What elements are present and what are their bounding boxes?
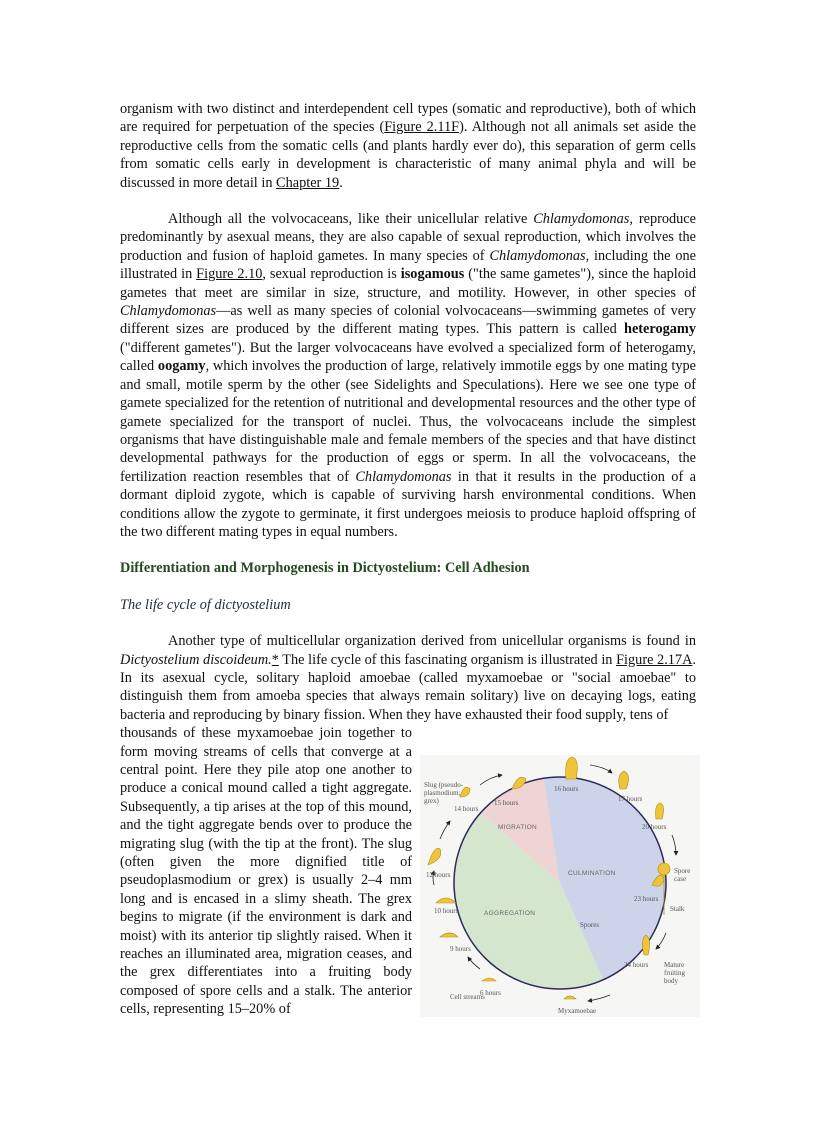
- label-myxamoebae: Myxamoebae: [558, 1007, 597, 1015]
- label-spore-case-2: case: [674, 875, 687, 883]
- label-aggregation: AGGREGATION: [484, 910, 536, 917]
- spore-case-shape: [658, 863, 670, 875]
- stage-myxamoebae: [564, 996, 576, 999]
- link-footnote[interactable]: *: [271, 651, 279, 668]
- stage-9h: [440, 933, 458, 937]
- label-cell-streams: Cell streams: [450, 993, 485, 1001]
- paragraph-1: organism with two distinct and interdependent cell types (somatic and reproductive), both of which are required for perpetuation of the species (Figure 2.11F). Although not all animals set aside the reproductive cells from the somatic cells (and plants hardly ever do), this separation of germ cells from somatic cells early in development is characteristic of many animal phyla and will be discussed in more detail in Chapter 19.: [120, 101, 697, 191]
- paragraph-2: Although all the volvocaceans, like their unicellular relative Chlamydomonas, reproduce predominantly by asexual means, they are also capable of sexual reproduction, which involves the production and fusion of haploid gametes. In many species of Chlamydomonas, including the one illustrated in Figure 2.10, sexual reproduction is isogamous ("the same gametes"), since the haploid gametes that meet are similar in size, structure, and motility. However, in other species of Chlamydomonas—as well as many species of colonial volvocaceans—swimming gametes of very different sizes are produced by the different mating types. This pattern is called heterogamy ("different gametes"). But the larger volvocaceans have evolved a specialized form of heterogamy, called oogamy, which involves the production of large, relatively immotile eggs by one mating type and small, motile sperm by the other (see Sidelights and Speculations). Here we see one type of gamete specialized for the retention of nutritional and developmental resources and the other type of gamete specialized for the transport of nuclei. Thus, the volvocaceans include the simplest organisms that have distinguishable male and female members of the species and that have distinct developmental pathways for the production of eggs or sperm. In all the volvocaceans, the fertilization reaction resembles that of Chlamydomonas in that it results in the production of a dormant diploid zygote, which is capable of surviving harsh environmental conditions. When conditions allow the zygote to germinate, it first undergoes meiosis to produce haploid offspring of the two different mating types in equal numbers.: [120, 211, 697, 540]
- label-12h: 12 hours: [426, 871, 451, 879]
- label-23h: 23 hours: [634, 895, 659, 903]
- label-17h: 17 hours: [618, 795, 643, 803]
- label-24h: 24 hours: [624, 961, 649, 969]
- stage-17h: [619, 771, 629, 789]
- stage-6h: [482, 978, 496, 981]
- life-cycle-diagram: [420, 755, 700, 1017]
- link-figure-2-17a[interactable]: Figure 2.17A: [616, 651, 693, 668]
- label-spore-case-1: Spore: [674, 867, 691, 875]
- label-15h: 15 hours: [494, 799, 519, 807]
- label-mature-3: body: [664, 977, 678, 985]
- label-stalk: Stalk: [670, 905, 685, 913]
- dictyostelium-life-cycle-figure: [420, 755, 700, 1017]
- stage-12h: [428, 848, 441, 865]
- label-slug-1: Slug (pseudo-: [424, 781, 464, 789]
- link-chapter-19[interactable]: Chapter 19: [276, 174, 340, 191]
- label-mature-1: Mature: [664, 961, 685, 969]
- paragraph-3: Another type of multicellular organization derived from unicellular organisms is found in Dictyostelium discoideum.* The life cycle of this fascinating organism is illustrated in Figure 2.17A. In its asexual cycle, solitary haploid amoebae (called myxamoebae or "social amoebae" to distinguish them from amoeba species that always remain solitary) live on decaying logs, eating bacteria and reproducing by binary fission. When they have exhausted their food supply, tens of: [120, 633, 696, 723]
- paragraph-3-continued: thousands of these myxamoebae join together to form moving streams of cells that converge at a central point. Here they pile atop one another to produce a conical mound called a tight aggregate. Subsequently, a tip arises at the top of this mound, and the tight aggregate bends over to produce the migrating slug (with the tip at the front). The slug (often given the more dignified title of pseudoplasmodium or grex) is usually 2–4 mm long and is encased in a slimy sheath. The grex begins to migrate (if the environment is dark and moist) with its anterior tip slightly raised. When it reaches an illuminated area, migration ceases, and the grex differentiates into a fruiting body composed of spore cells and a stalk. The anterior cells, representing 15–20% of: [120, 725, 412, 1018]
- label-spores: Spores: [580, 921, 600, 929]
- label-culmination: CULMINATION: [568, 870, 616, 877]
- label-9h: 9 hours: [450, 945, 471, 953]
- stage-24h: [642, 935, 649, 955]
- link-figure-2-10[interactable]: Figure 2.10: [196, 266, 263, 283]
- label-10h: 10 hours: [434, 907, 459, 915]
- label-slug-3: grex): [424, 797, 439, 805]
- section-heading: Differentiation and Morphogenesis in Dictyostelium: Cell Adhesion: [120, 560, 530, 577]
- label-20h: 20 hours: [642, 823, 667, 831]
- label-slug-2: plasmodium;: [424, 789, 461, 797]
- label-6h: 6 hours: [480, 989, 501, 997]
- subsection-heading: The life cycle of dictyostelium: [120, 596, 291, 613]
- stage-10h: [436, 898, 456, 903]
- label-migration: MIGRATION: [498, 824, 538, 831]
- label-16h: 16 hours: [554, 785, 579, 793]
- label-mature-2: fruiting: [664, 969, 685, 977]
- stage-20h: [656, 803, 664, 819]
- label-14h: 14 hours: [454, 805, 479, 813]
- stage-16h: [566, 757, 578, 779]
- link-figure-2-11f[interactable]: Figure 2.11F: [384, 119, 460, 136]
